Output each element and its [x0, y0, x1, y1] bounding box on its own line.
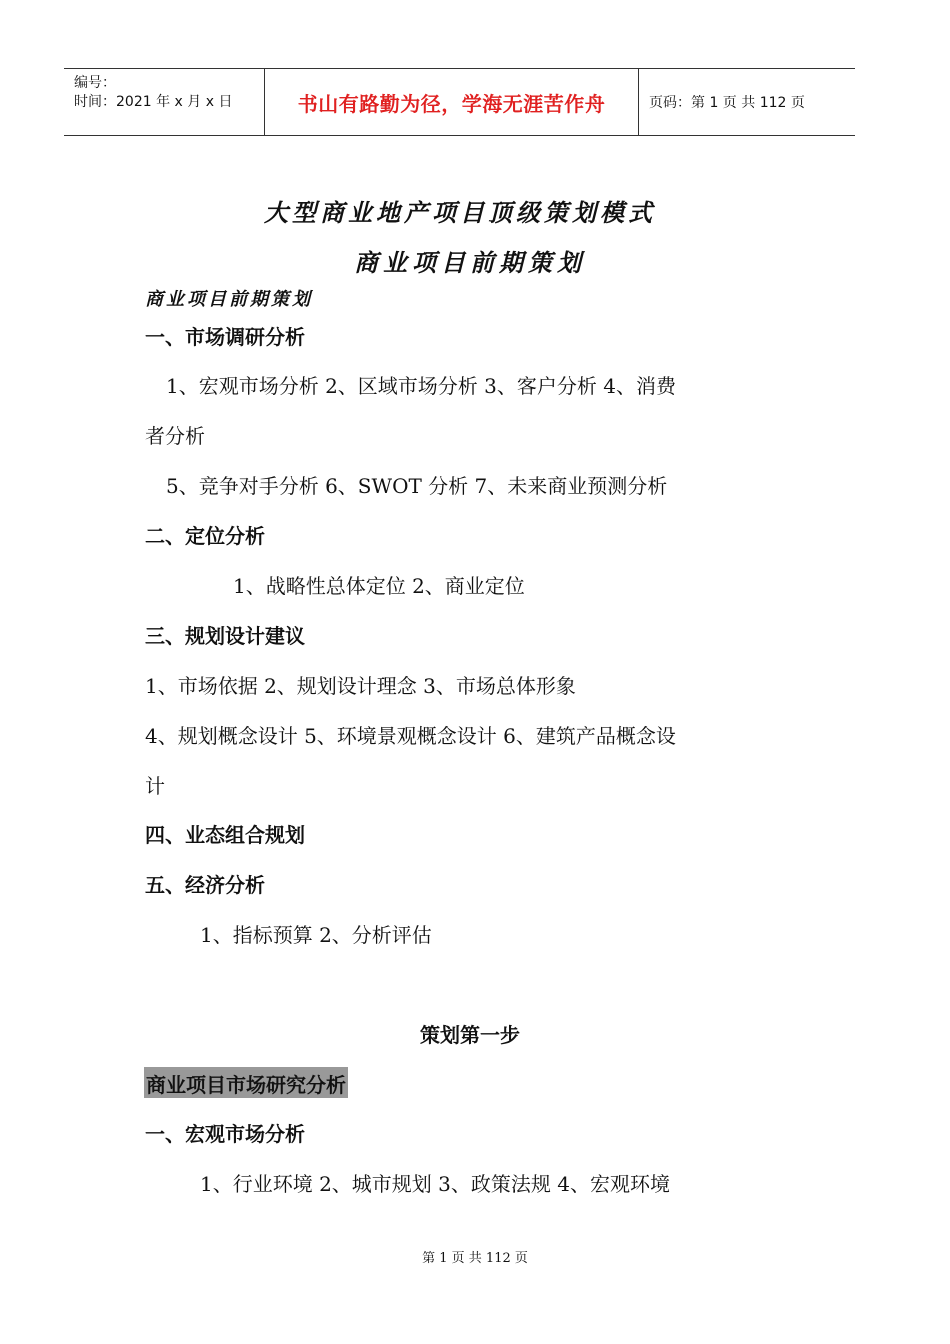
document-subtitle: 商业项目前期策划 [354, 248, 586, 277]
heading-planning-design: 三、规划设计建议 [145, 624, 305, 648]
time-label: 时间：2021 年 x 月 x 日 [74, 94, 233, 110]
heading-macro-market: 一、宏观市场分析 [145, 1122, 305, 1146]
planning-line-1: 1、市场依据 2、规划设计理念 3、市场总体形象 [145, 674, 576, 698]
macro-market-line-1: 1、行业环境 2、城市规划 3、政策法规 4、宏观环境 [200, 1172, 670, 1196]
motto-text: 书山有路勤为径，学海无涯苦作舟 [297, 91, 606, 116]
heading-economic-analysis: 五、经济分析 [145, 873, 265, 897]
heading-positioning: 二、定位分析 [145, 524, 265, 548]
heading-market-research: 一、市场调研分析 [145, 325, 305, 349]
planning-line-2: 4、规划概念设计 5、环境景观概念设计 6、建筑产品概念设 [145, 724, 676, 748]
header-page-cell [639, 69, 855, 135]
economic-line-1: 1、指标预算 2、分析评估 [200, 923, 432, 947]
positioning-line-1: 1、战略性总体定位 2、商业定位 [233, 574, 525, 598]
step-title: 策划第一步 [420, 1023, 520, 1047]
document-header [64, 68, 855, 136]
market-research-line-1: 1、宏观市场分析 2、区域市场分析 3、客户分析 4、消费 [166, 374, 676, 398]
section-subheading: 商业项目前期策划 [145, 289, 313, 310]
heading-business-mix: 四、业态组合规划 [145, 823, 305, 847]
document-title: 大型商业地产项目顶级策划模式 [264, 198, 656, 227]
highlighted-heading: 商业项目市场研究分析 [144, 1067, 348, 1098]
header-motto-cell [265, 69, 639, 135]
code-label: 编号： [74, 75, 116, 91]
header-meta-cell [64, 69, 265, 135]
page-info: 页码：第 1 页 共 112 页 [649, 95, 805, 111]
planning-line-3: 计 [145, 774, 165, 798]
page-footer: 第 1 页 共 112 页 [422, 1251, 528, 1266]
market-research-line-3: 5、竞争对手分析 6、SWOT 分析 7、未来商业预测分析 [166, 474, 668, 498]
market-research-line-2: 者分析 [145, 424, 205, 448]
